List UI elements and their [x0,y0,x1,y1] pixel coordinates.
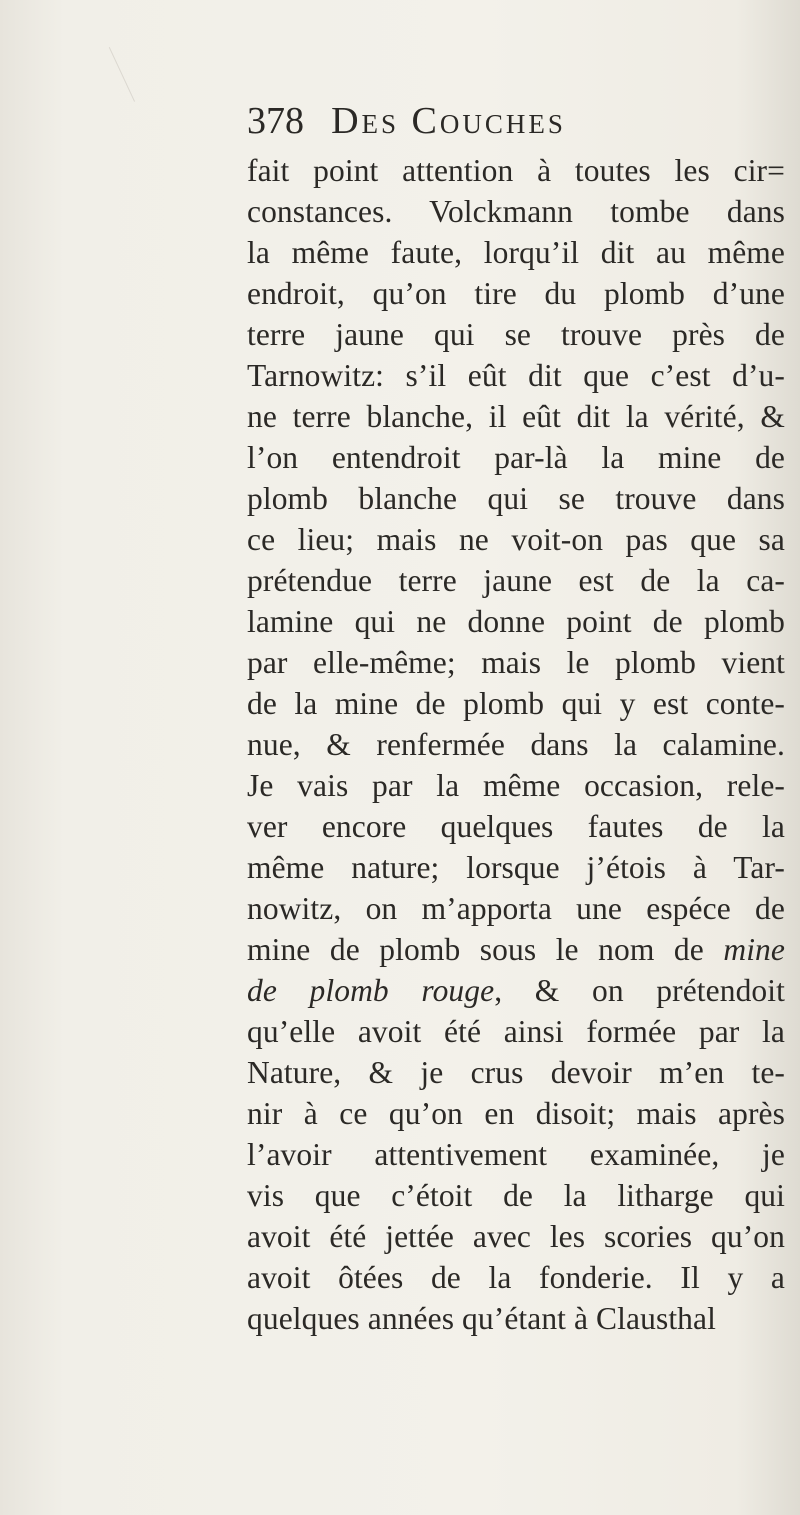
text-line: vis que c’étoit de la litharge qui [247,1178,785,1213]
text-line: nowitz, on m’apporta une espéce de [247,891,785,926]
text-line: la même faute, lorqu’il dit au même [247,235,785,270]
page-blemish [109,34,162,101]
page-number: 378 [247,100,304,142]
text-line: avoit été jettée avec les scories qu’on [247,1219,785,1254]
running-title: Des Couches [331,100,566,142]
text-line: prétendue terre jaune est de la ca- [247,563,785,598]
body-text [247,150,785,1339]
text-line-mixed [247,970,785,1011]
italic-segment: mine [723,932,785,967]
text-line: Nature, & je crus devoir m’en te- [247,1055,785,1090]
text-line: ver encore quelques fautes de la [247,809,785,844]
text-line-mixed [247,929,785,970]
text-line: par elle-même; mais le plomb vient [247,645,785,680]
text-line: qu’elle avoit été ainsi formée par la [247,1014,785,1049]
text-line: lamine qui ne donne point de plomb [247,604,785,639]
text-line: de la mine de plomb qui y est conte- [247,686,785,721]
italic-segment: de plomb rouge [247,973,495,1008]
text-segment: mine de plomb sous le nom de [247,932,724,967]
text-line: même nature; lorsque j’étois à Tar- [247,850,785,885]
text-line: ne terre blanche, il eût dit la vérité, & [247,399,785,434]
text-line: plomb blanche qui se trouve dans [247,481,785,516]
text-line: l’on entendroit par-là la mine de [247,440,785,475]
text-line: nue, & renfermée dans la calamine. [247,727,785,762]
text-line: l’avoir attentivement examinée, je [247,1137,785,1172]
text-line: avoit ôtées de la fonderie. Il y a [247,1260,785,1295]
text-line: fait point attention à toutes les cir= [247,153,785,188]
text-line: terre jaune qui se trouve près de [247,317,785,352]
text-line: endroit, qu’on tire du plomb d’une [247,276,785,311]
text-line: ce lieu; mais ne voit-on pas que sa [247,522,785,557]
page-header [247,102,566,140]
text-segment: , & on prétendoit [494,973,785,1008]
text-line: Je vais par la même occasion, rele- [247,768,785,803]
text-line: nir à ce qu’on en disoit; mais après [247,1096,785,1131]
text-line: quelques années qu’étant à Clausthal [247,1301,716,1336]
text-line: constances. Volckmann tombe dans [247,194,785,229]
text-line: Tarnowitz: s’il eût dit que c’est d’u- [247,358,785,393]
